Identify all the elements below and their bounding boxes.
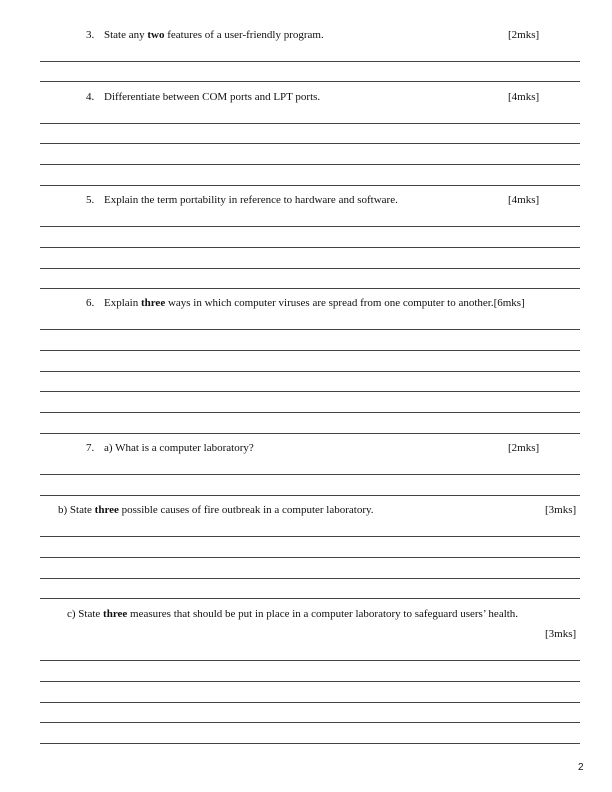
answer-line bbox=[40, 164, 580, 165]
answer-line bbox=[40, 61, 580, 62]
marks-label: [3mks] bbox=[545, 504, 577, 516]
answer-line bbox=[40, 495, 580, 496]
answer-line bbox=[40, 123, 580, 124]
question-number: 7. bbox=[86, 442, 95, 454]
answer-line bbox=[40, 722, 580, 723]
answer-line bbox=[40, 433, 580, 434]
question-text: measures that should be put in place in a computer laboratory to safeguard users’ health. bbox=[127, 608, 519, 620]
question-7a bbox=[86, 442, 254, 455]
marks-label: [4mks] bbox=[508, 91, 540, 103]
question-number: 3. bbox=[86, 29, 95, 41]
question-emphasis: three bbox=[94, 504, 119, 516]
answer-line bbox=[40, 81, 580, 82]
page-number: 2 bbox=[578, 762, 584, 773]
marks-label: [2mks] bbox=[508, 442, 540, 454]
answer-line bbox=[40, 598, 580, 599]
answer-line bbox=[40, 536, 580, 537]
answer-line bbox=[40, 329, 580, 330]
question-text: c) State bbox=[67, 608, 104, 620]
question-text: Explain bbox=[104, 297, 141, 309]
question-7b bbox=[58, 504, 374, 517]
question-text: b) State bbox=[58, 504, 95, 516]
answer-line bbox=[40, 226, 580, 227]
answer-line bbox=[40, 681, 580, 682]
question-emphasis: three bbox=[103, 608, 128, 620]
answer-line bbox=[40, 268, 580, 269]
question-text: possible causes of fire outbreak in a computer laboratory. bbox=[118, 504, 374, 516]
answer-line bbox=[40, 578, 580, 579]
question-text: a) What is a computer laboratory? bbox=[104, 442, 254, 454]
answer-line bbox=[40, 557, 580, 558]
question-number: 4. bbox=[86, 91, 95, 103]
question-emphasis: three bbox=[140, 297, 166, 309]
answer-line bbox=[40, 391, 580, 392]
question-3 bbox=[86, 29, 324, 42]
marks-label: [6mks] bbox=[493, 297, 525, 309]
answer-line bbox=[40, 350, 580, 351]
answer-line bbox=[40, 288, 580, 289]
answer-line bbox=[40, 412, 580, 413]
answer-line bbox=[40, 702, 580, 703]
marks-label: [3mks] bbox=[545, 628, 577, 640]
question-text: Explain the term portability in reference to hardware and software. bbox=[104, 194, 398, 206]
answer-line bbox=[40, 474, 580, 475]
answer-line bbox=[40, 660, 580, 661]
question-number: 6. bbox=[86, 297, 95, 309]
marks-label: [2mks] bbox=[508, 29, 540, 41]
answer-line bbox=[40, 185, 580, 186]
answer-line bbox=[40, 743, 580, 744]
question-text: Differentiate between COM ports and LPT ports. bbox=[104, 91, 321, 103]
answer-line bbox=[40, 143, 580, 144]
question-emphasis: two bbox=[147, 29, 165, 41]
question-number: 5. bbox=[86, 194, 95, 206]
answer-line bbox=[40, 371, 580, 372]
question-5 bbox=[86, 194, 398, 207]
question-7c bbox=[67, 608, 518, 621]
question-text: features of a user-friendly program. bbox=[164, 29, 324, 41]
marks-label: [4mks] bbox=[508, 194, 540, 206]
question-text: ways in which computer viruses are spread from one computer to another. bbox=[165, 297, 494, 309]
question-6 bbox=[86, 297, 525, 310]
question-text: State any bbox=[104, 29, 148, 41]
question-4 bbox=[86, 91, 320, 104]
answer-line bbox=[40, 247, 580, 248]
